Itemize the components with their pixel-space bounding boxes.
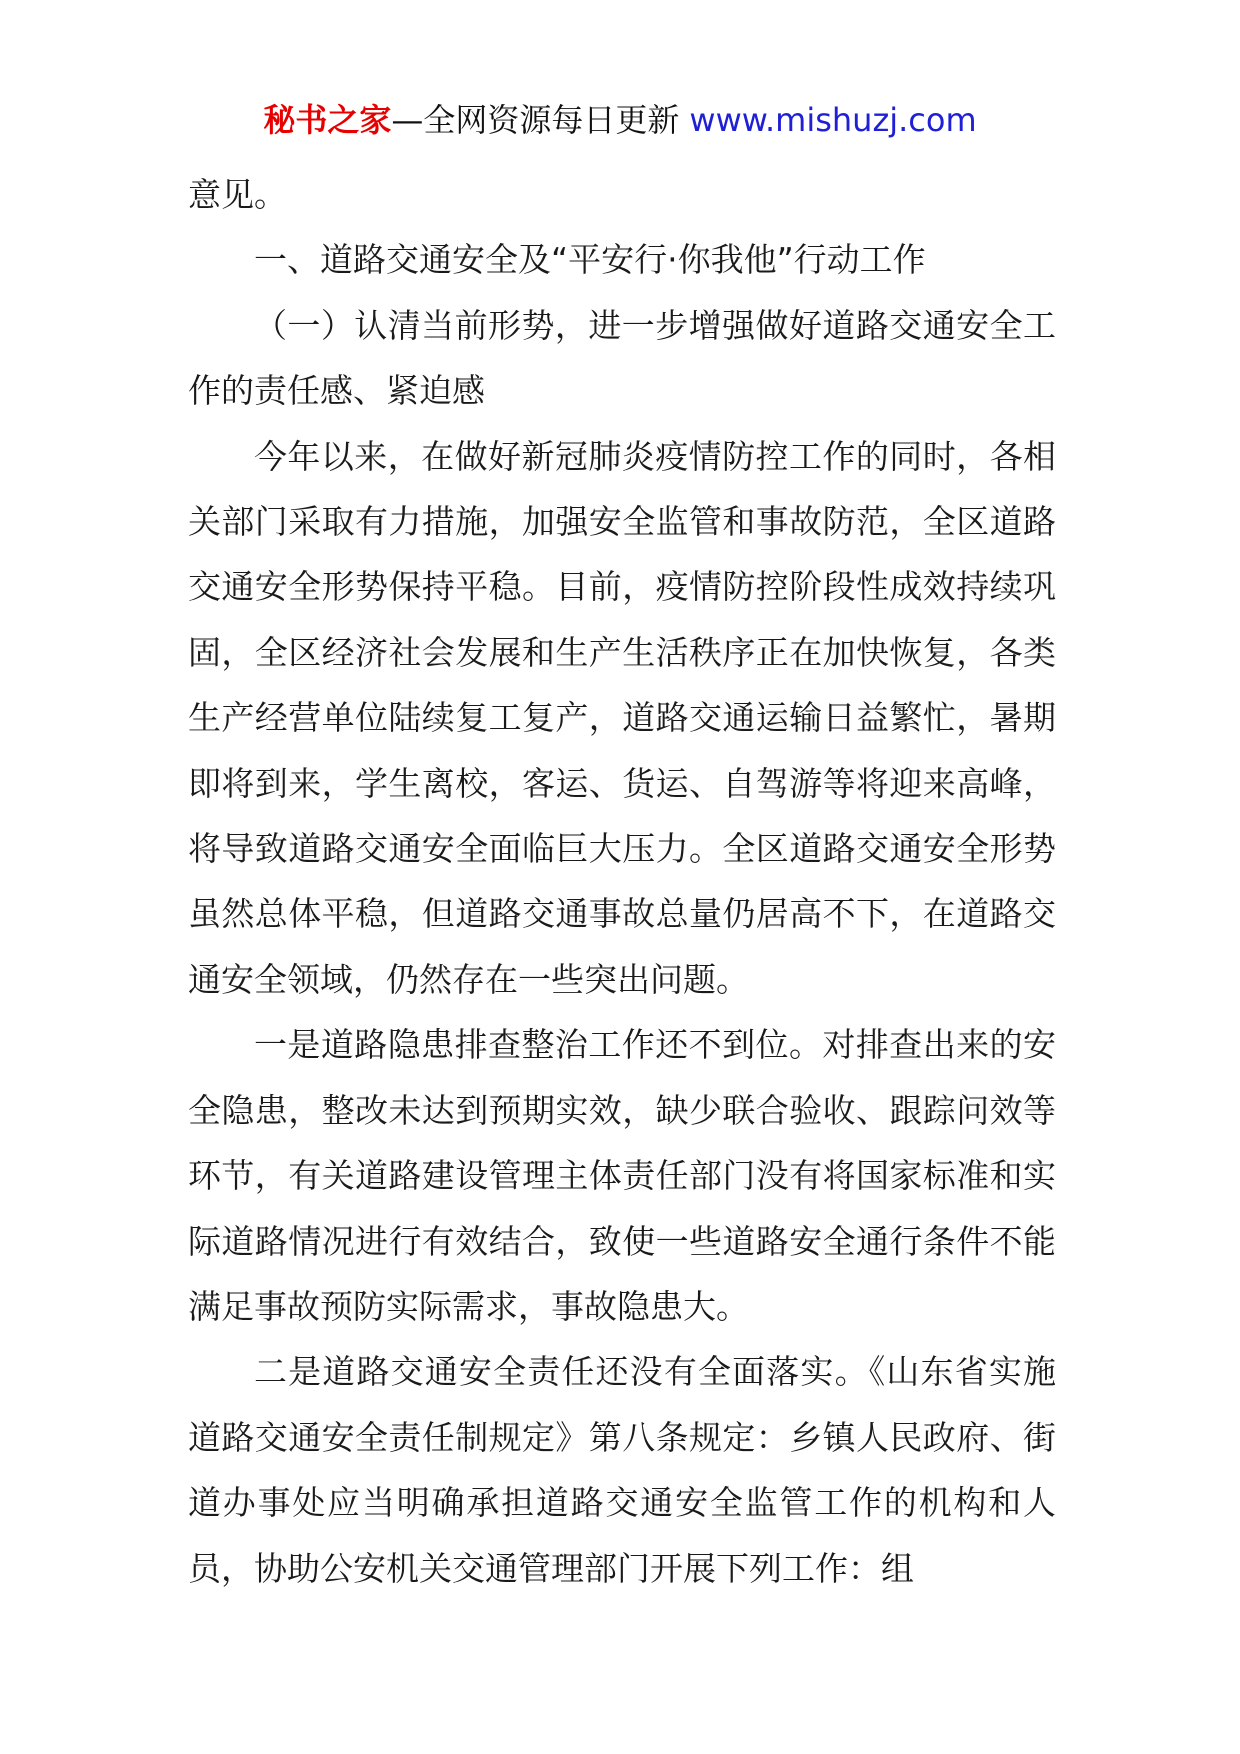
site-url-link[interactable]: www.mishuzj.com — [689, 101, 977, 139]
paragraph-continuation: 意见。 — [188, 175, 287, 214]
section-heading: 一、道路交通安全及“平安行·你我他”行动工作 — [254, 240, 926, 280]
paragraph: 二是道路交通安全责任还没有全面落实。《山东省实施道路交通安全责任制规定》第八条规定：乡镇人民政府、街道办事处应当明确承担道路交通安全监管工作的机构和人员，协助公安机关交通管理部门开展下列工作：组 — [188, 1352, 1056, 1588]
header-tagline: —全网资源每日更新 — [391, 101, 680, 139]
site-header — [0, 96, 1240, 144]
paragraph: 一是道路隐患排查整治工作还不到位。对排查出来的安全隐患，整改未达到预期实效，缺少联合验收、跟踪问效等环节，有关道路建设管理主体责任部门没有将国家标准和实际道路情况进行有效结合，致使一些道路安全通行条件不能满足事故预防实际需求，事故隐患大。 — [188, 1025, 1056, 1326]
subsection-heading: （一）认清当前形势，进一步增强做好道路交通安全工作的责任感、紧迫感 — [188, 305, 1056, 411]
document-body — [188, 162, 1056, 1601]
paragraph: 今年以来，在做好新冠肺炎疫情防控工作的同时，各相关部门采取有力措施，加强安全监管和事故防范，全区道路交通安全形势保持平稳。目前，疫情防控阶段性成效持续巩固，全区经济社会发展和生产生活秩序正在加快恢复，各类生产经营单位陆续复工复产，道路交通运输日益繁忙，暑期即将到来，学生离校，客运、货运、自驾游等将迎来高峰，将导致道路交通安全面临巨大压力。全区道路交通安全形势虽然总体平稳，但道路交通事故总量仍居高不下，在道路交通安全领域，仍然存在一些突出问题。 — [188, 436, 1056, 999]
brand-name: 秘书之家 — [263, 101, 392, 139]
